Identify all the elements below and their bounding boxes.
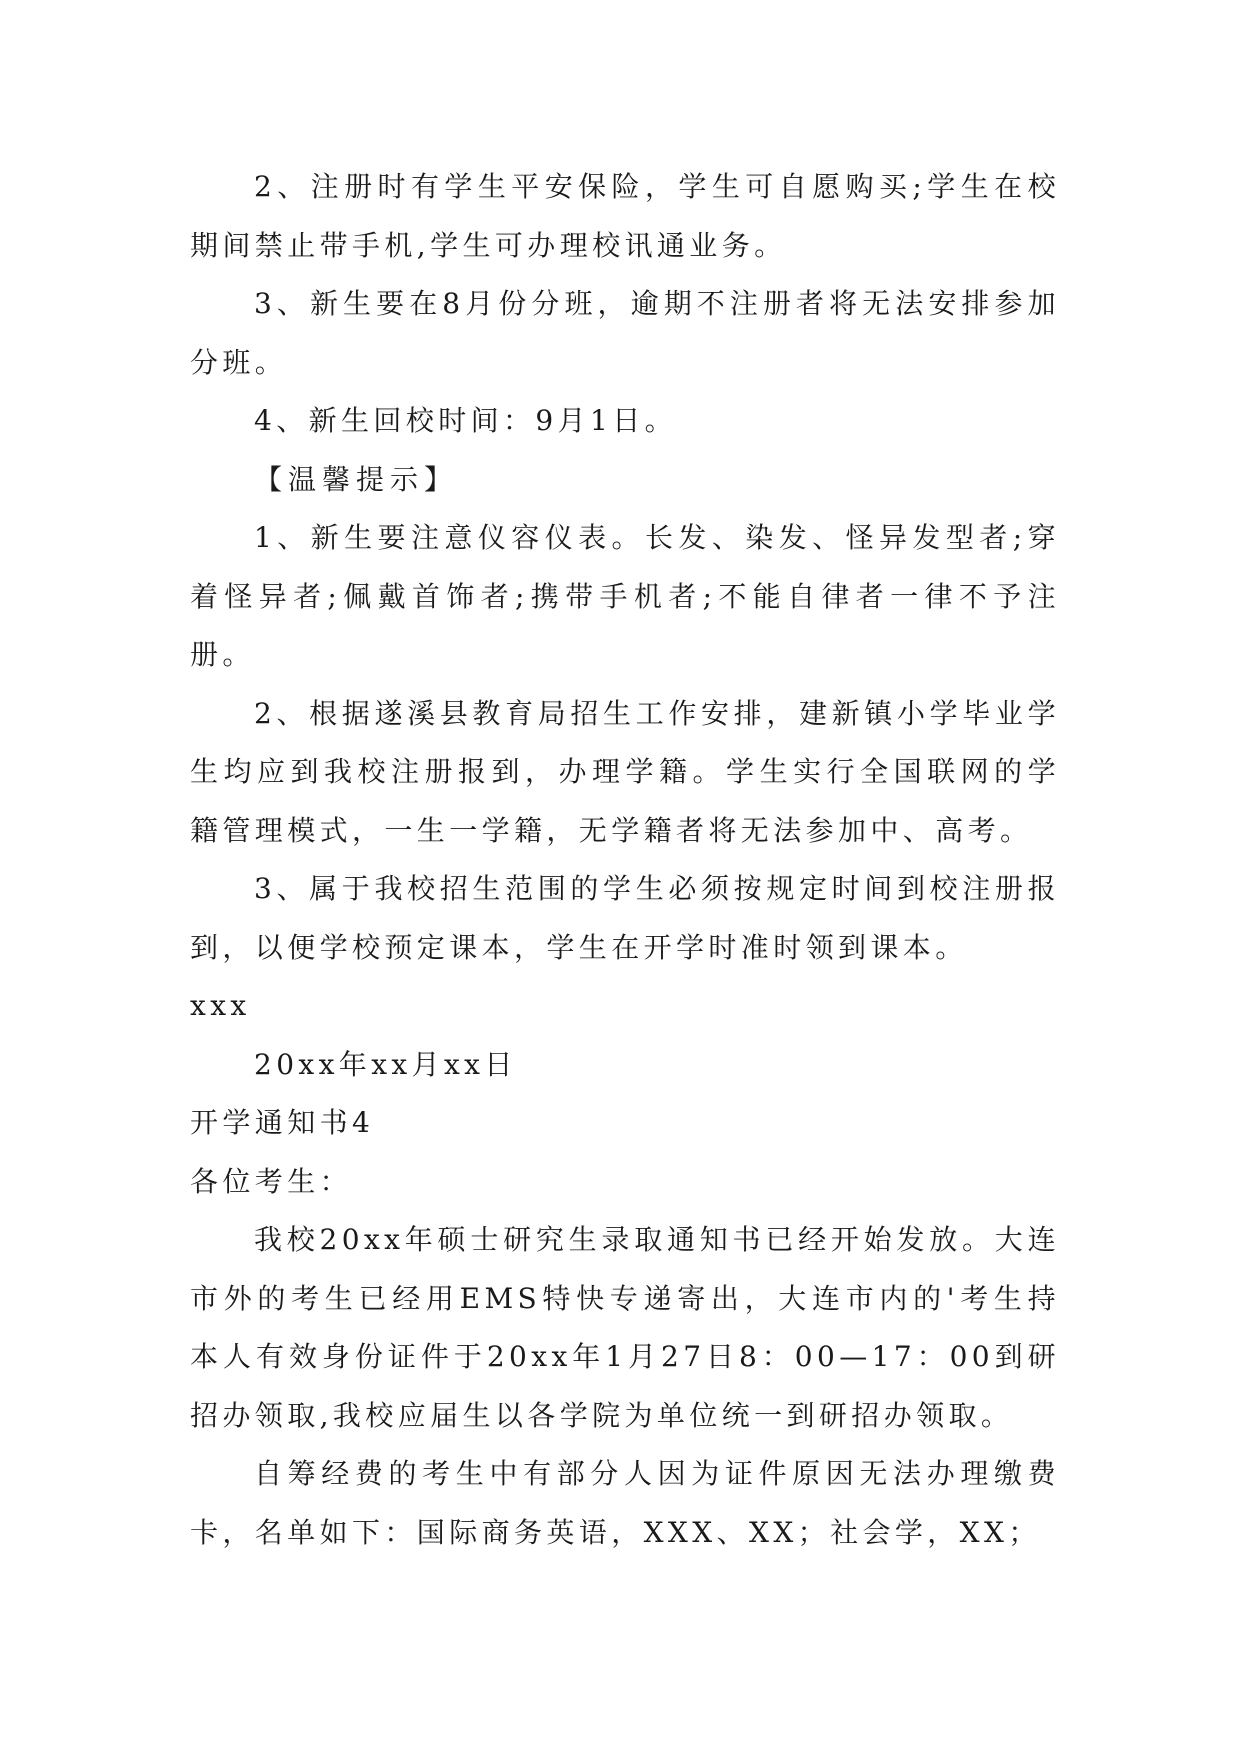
salutation: 各位考生： — [190, 1164, 353, 1198]
section-heading-tips: 【温馨提示】 — [254, 462, 459, 496]
paragraph-self-funded: 自筹经费的考生中有部分人因为证件原因无法办理缴费卡，名单如下：国际商务英语，XXX、XX；社会学，XX； — [190, 1457, 1060, 1549]
paragraph-textbooks: 3、属于我校招生范围的学生必须按规定时间到校注册报到，以便学校预定课本，学生在开学时准时领到课本。 — [190, 872, 1060, 964]
paragraph-appearance: 1、新生要注意仪容仪表。长发、染发、怪异发型者;穿着怪异者;佩戴首饰者;携带手机者;不能自律者一律不予注册。 — [190, 521, 1060, 671]
paragraph-admission-letters: 我校20xx年硕士研究生录取通知书已经开始发放。大连市外的考生已经用EMS特快专递寄出，大连市内的'考生持本人有效身份证件于20xx年1月27日8：00—17：00到研招办领取,我校应届生以各学院为单位统一到研招办领取。 — [190, 1223, 1060, 1432]
paragraph-return-date: 4、新生回校时间：9月1日。 — [254, 404, 678, 437]
signature-name: xxx — [190, 989, 251, 1022]
paragraph-registration: 2、根据遂溪县教育局招生工作安排，建新镇小学毕业学生均应到我校注册报到，办理学籍。学生实行全国联网的学籍管理模式，一生一学籍，无学籍者将无法参加中、高考。 — [190, 696, 1060, 847]
paragraph-class-division: 3、新生要在8月份分班，逾期不注册者将无法安排参加分班。 — [190, 287, 1060, 379]
signature-date: 20xx年xx月xx日 — [254, 1047, 517, 1081]
document-page — [190, 158, 1060, 1562]
paragraph-insurance: 2、注册时有学生平安保险，学生可自愿购买;学生在校期间禁止带手机,学生可办理校讯通业务。 — [190, 170, 1060, 262]
notice-title: 开学通知书4 — [190, 1106, 375, 1139]
